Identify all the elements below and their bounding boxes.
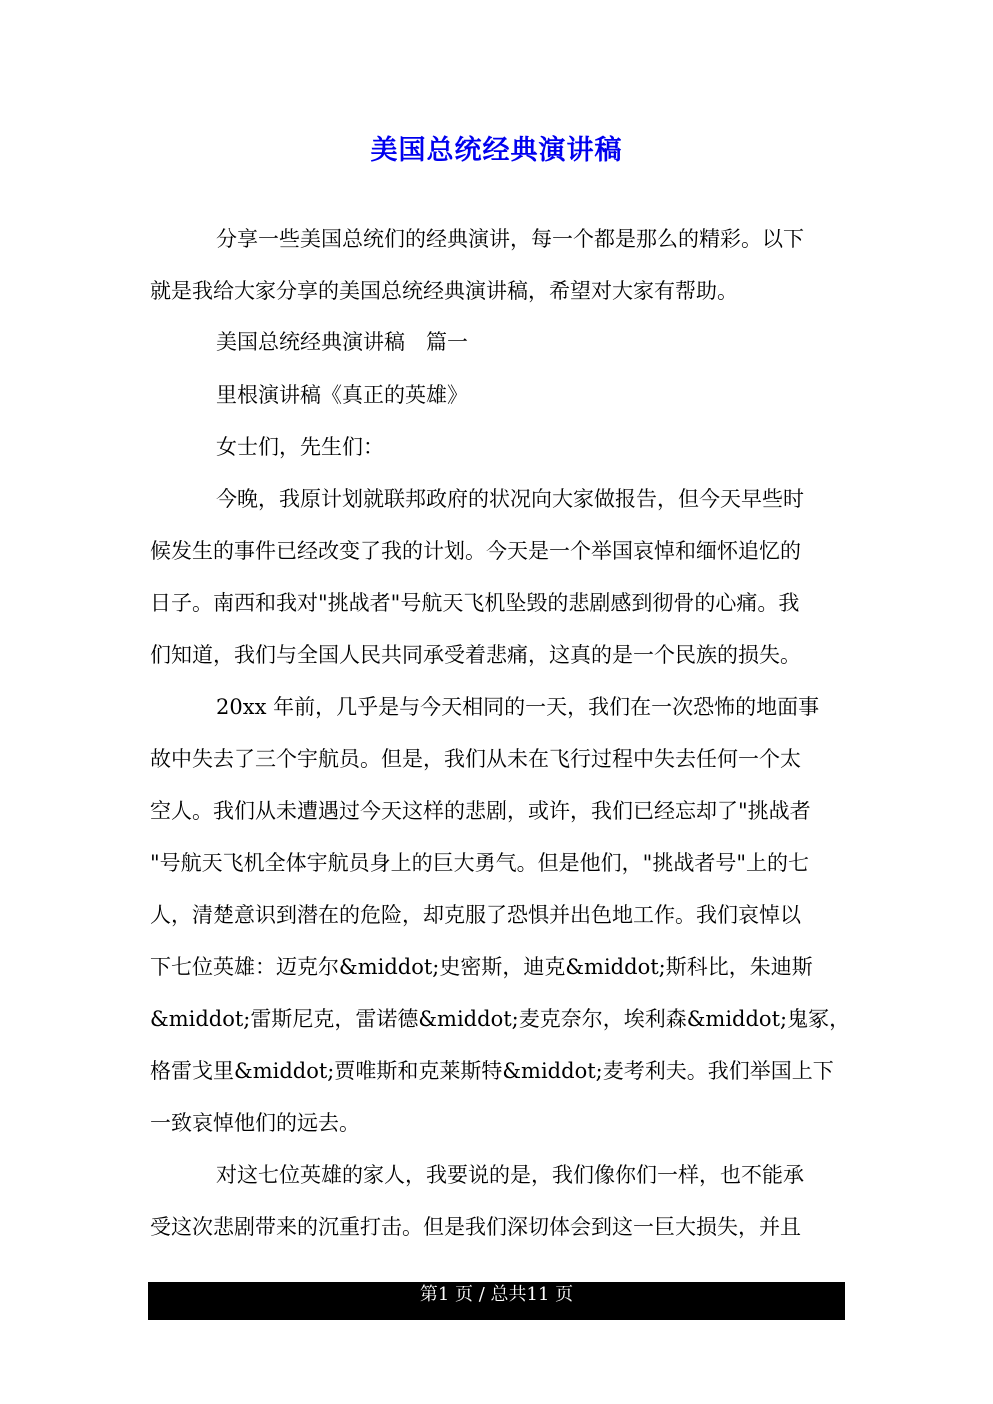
text-line: 候发生的事件已经改变了我的计划。今天是一个举国哀悼和缅怀追忆的 [150, 539, 801, 563]
text-line: 故中失去了三个宇航员。但是，我们从未在飞行过程中失去任何一个太 [150, 747, 801, 771]
page-indicator-bar [148, 1282, 845, 1320]
text-line: 受这次悲剧带来的沉重打击。但是我们深切体会到这一巨大损失，并且 [150, 1215, 801, 1239]
text-line: 20xx 年前，几乎是与今天相同的一天，我们在一次恐怖的地面事 [216, 695, 820, 719]
text-line: 人，清楚意识到潜在的危险，却克服了恐惧并出色地工作。我们哀悼以 [150, 903, 801, 927]
text-line: 美国总统经典演讲稿 篇一 [216, 330, 468, 354]
text-line: 格雷戈里&middot;贾唯斯和克莱斯特&middot;麦考利夫。我们举国上下 [150, 1059, 834, 1083]
text-line: 空人。我们从未遭遇过今天这样的悲剧，或许，我们已经忘却了"挑战者 [150, 799, 811, 823]
page-indicator: 第1 页 / 总共11 页 [419, 1284, 574, 1305]
text-line: 就是我给大家分享的美国总统经典演讲稿，希望对大家有帮助。 [150, 279, 738, 303]
text-line: 分享一些美国总统们的经典演讲，每一个都是那么的精彩。以下 [216, 227, 804, 251]
text-line: &middot;雷斯尼克，雷诺德&middot;麦克奈尔，埃利森&middot;鬼冢， [150, 1007, 851, 1031]
text-line: 女士们，先生们： [216, 435, 384, 459]
text-line: 日子。南西和我对"挑战者"号航天飞机坠毁的悲剧感到彻骨的心痛。我 [150, 591, 800, 615]
text-line: 对这七位英雄的家人，我要说的是，我们像你们一样，也不能承 [216, 1163, 804, 1187]
text-line: 今晚，我原计划就联邦政府的状况向大家做报告，但今天早些时 [216, 487, 804, 511]
text-line: 们知道，我们与全国人民共同承受着悲痛，这真的是一个民族的损失。 [150, 643, 801, 667]
document-title: 美国总统经典演讲稿 [370, 135, 623, 166]
text-line: "号航天飞机全体宇航员身上的巨大勇气。但是他们，"挑战者号"上的七 [150, 851, 809, 875]
text-line: 下七位英雄：迈克尔&middot;史密斯，迪克&middot;斯科比，朱迪斯 [150, 955, 813, 979]
text-line: 里根演讲稿《真正的英雄》 [216, 383, 468, 407]
text-line: 一致哀悼他们的远去。 [150, 1111, 360, 1135]
